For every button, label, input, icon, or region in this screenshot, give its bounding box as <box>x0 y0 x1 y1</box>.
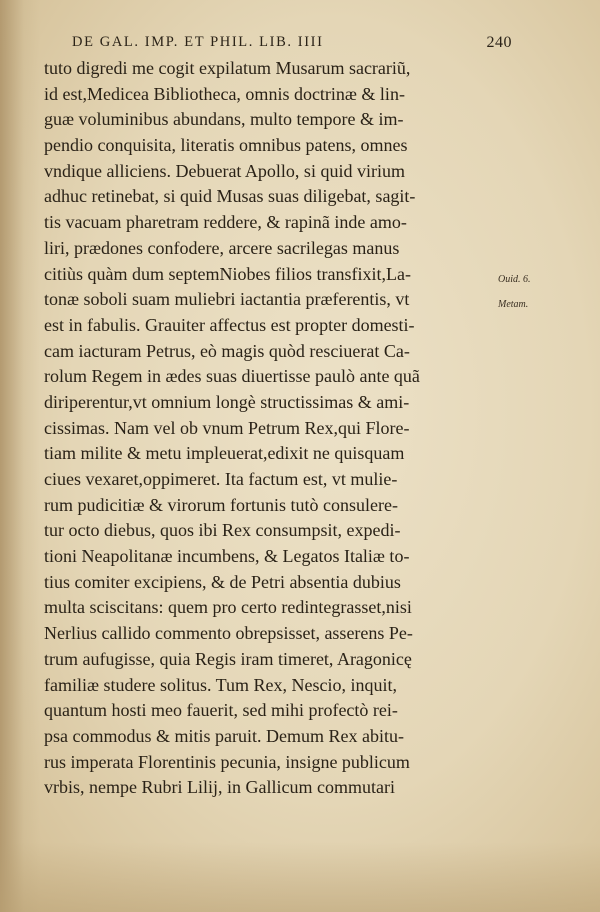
text-line: adhuc retinebat, si quid Musas suas diligebat, sagit- <box>44 186 416 207</box>
text-line: multa sciscitans: quem pro certo redintegrasset,nisi <box>44 597 412 618</box>
body-text <box>44 56 514 801</box>
running-head: DE GAL. IMP. ET PHIL. LIB. IIII <box>72 34 324 50</box>
text-line: rus imperata Florentinis pecunia, insigne publicum <box>44 751 410 772</box>
margin-note-ovid: Ouid. 6. <box>498 274 531 285</box>
gutter-shadow <box>0 0 40 912</box>
text-line: tur octo diebus, quos ibi Rex consumpsit, expedi- <box>44 520 401 541</box>
text-line: diriperentur,vt omnium longè structissimas & ami- <box>44 391 410 412</box>
text-line: quantum hosti meo fauerit, sed mihi profectò rei- <box>44 700 398 721</box>
page-number: 240 <box>486 34 512 51</box>
text-line: tonæ soboli suam muliebri iactantia præferentis, vt <box>44 289 410 310</box>
page-header <box>72 34 512 54</box>
text-line: id est,Medicea Bibliotheca, omnis doctrinæ & lin- <box>44 83 405 104</box>
text-line: trum aufugisse, quia Regis iram timeret, Aragonicę <box>44 648 412 669</box>
text-line: tis vacuam pharetram reddere, & rapinã inde amo- <box>44 212 407 233</box>
text-line: est in fabulis. Grauiter affectus est propter domesti- <box>44 314 415 335</box>
text-line: tioni Neapolitanæ incumbens, & Legatos Italiæ to- <box>44 546 410 567</box>
text-line: guæ voluminibus abundans, multo tempore & im- <box>44 109 404 130</box>
text-line: rum pudicitiæ & virorum fortunis tutò consulere- <box>44 494 398 515</box>
text-line: Nerlius callido commento obrepsisset, asserens Pe- <box>44 623 413 644</box>
text-line: familiæ studere solitus. Tum Rex, Nescio, inquit, <box>44 674 398 695</box>
text-line: vndique alliciens. Debuerat Apollo, si quid virium <box>44 160 405 181</box>
text-line: tiam milite & metu impleuerat,edixit ne quisquam <box>44 443 405 464</box>
text-line: cam iacturam Petrus, eò magis quòd resciuerat Ca- <box>44 340 410 361</box>
margin-note-metam: Metam. <box>498 299 529 310</box>
text-line: tius comiter excipiens, & de Petri absentia dubius <box>44 571 401 592</box>
text-line: vrbis, nempe Rubri Lilij, in Gallicum commutari <box>44 777 395 798</box>
text-line: liri, prædones confodere, arcere sacrilegas manus <box>44 237 400 258</box>
text-line: ciues vexaret,oppimeret. Ita factum est, vt mulie- <box>44 469 398 489</box>
text-line: psa commodus & mitis paruit. Demum Rex abitu- <box>44 725 404 746</box>
text-line: rolum Regem in ædes suas diuertisse paulò ante quã <box>44 366 420 387</box>
text-line: cissimas. Nam vel ob vnum Petrum Rex,qui Flore- <box>44 417 410 438</box>
page-edge-shadow <box>0 842 600 912</box>
text-line: tuto digredi me cogit expilatum Musarum sacrariũ, <box>44 58 411 78</box>
text-line: pendio conquisita, literatis omnibus patens, omnes <box>44 135 408 156</box>
text-line: citiùs quàm dum septemNiobes filios transfixit,La- <box>44 263 411 284</box>
